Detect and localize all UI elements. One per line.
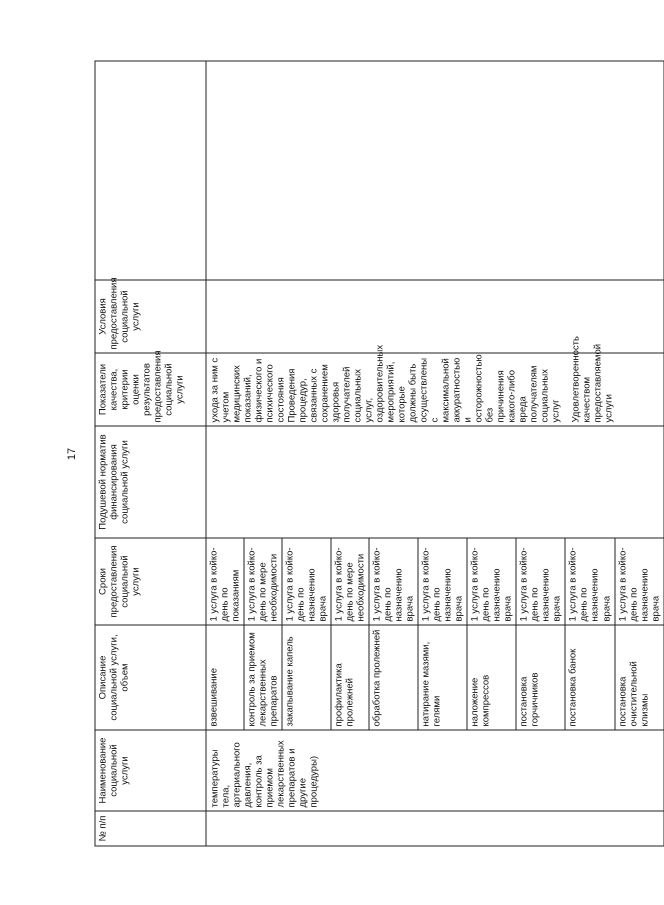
header-quality: Показатели качества, критерии оценки результатов предоставления социальной услуги [95, 353, 206, 426]
cell-quality [206, 336, 664, 426]
cell-term: 1 услуга в койко-день по назначению врача [467, 538, 516, 625]
cell-conditions [206, 280, 664, 353]
cell-term: 1 услуга в койко-день по мере необходимости [244, 538, 282, 625]
cell-empty [206, 61, 664, 280]
cell-term: 1 услуга в койко-день по назначению врача [282, 538, 331, 625]
cell-description: наложение компрессов [467, 625, 516, 730]
quality-line: Удовлетворенность качеством предоставляемой услуги [569, 336, 614, 423]
header-financing: Подушевой норматив финансирования социальной услуги [95, 426, 206, 538]
header-conditions: Условия предоставления социальной услуги [95, 280, 206, 353]
cell-description: постановка горчичников [516, 625, 565, 730]
page-number: 17 [66, 447, 78, 461]
social-services-table [94, 61, 664, 847]
table-header-row [95, 61, 206, 846]
cell-term: 1 услуга в койко-день по мере необходимости [331, 538, 369, 625]
cell-financing [206, 426, 664, 538]
header-description: Описание социальной услуги, объем [95, 625, 206, 730]
cell-term: 1 услуга в койко-день по показаниям [206, 538, 244, 625]
rotated-table-sheet [94, 62, 661, 847]
cell-term: 1 услуга в койко-день по назначению врача [565, 538, 614, 625]
header-service-name: Наименование социальной услуги [95, 730, 206, 811]
cell-description: закапывание капель [282, 625, 331, 730]
header-empty [95, 61, 206, 280]
cell-service-name: температуры тела, артериального давления, контроль за приемом лекарственных препаратов и другие процедуры) [206, 730, 664, 811]
cell-description: взвешивание [206, 625, 244, 730]
cell-description: постановка очистительной клизмы [614, 625, 663, 730]
header-number: № п/п [95, 811, 206, 846]
quality-line: ухода за ним с учетом медицинских показаний, физического и психического состояния [209, 357, 287, 423]
cell-description: натирание мазями, гелями [418, 625, 467, 730]
cell-term: 1 услуга в койко-день по назначению врача [516, 538, 565, 625]
cell-description: профилактика пролежней [331, 625, 369, 730]
cell-number [206, 811, 664, 846]
cell-description: постановка банок [565, 625, 614, 730]
cell-description: обработка пролежней [369, 625, 418, 730]
cell-term: 1 услуга в койко-день по назначению врача [369, 538, 418, 625]
header-terms: Сроки предоставления социальной услуги [95, 538, 206, 625]
table-row [206, 61, 244, 846]
cell-description: контроль за приемом лекарственных препаратов [244, 625, 282, 730]
cell-term: 1 услуга в койко-день по назначению врача [418, 538, 467, 625]
cell-term: 1 услуга в койко-день по назначению врача [614, 538, 663, 625]
quality-line: Проведения процедур, связанных с сохранением здоровья получателей социальных услуг, оздоровительных мероприятий, которые должны быть осуществлены с максимальной аккуратностью и осторожностью без причинения какого-либо вреда получателям социальных услуг [286, 344, 562, 423]
